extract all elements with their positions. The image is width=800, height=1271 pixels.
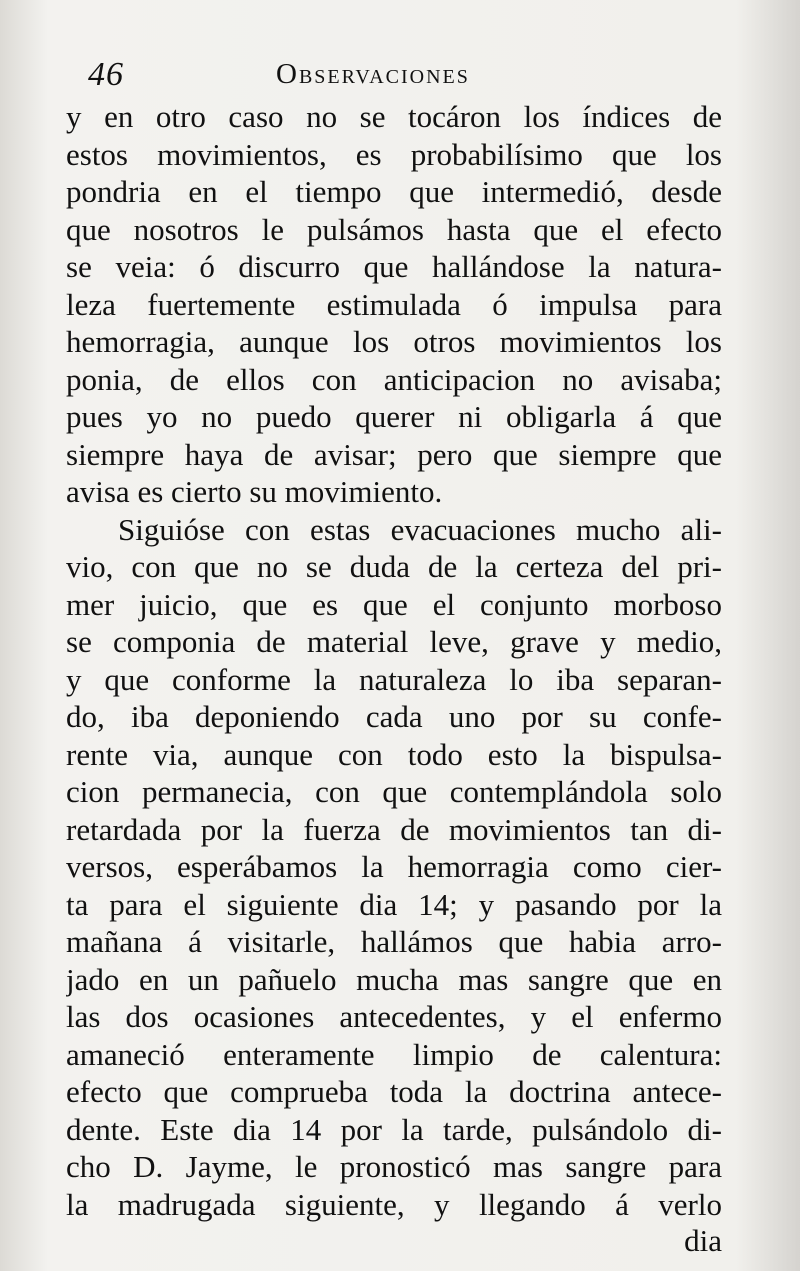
text-line: leza fuertemente estimulada ó impulsa para xyxy=(66,286,722,322)
text-line: hemorragia, aunque los otros movimientos los xyxy=(66,324,722,359)
text-line: ta para el siguiente dia 14; y pasando por la xyxy=(66,886,722,922)
text-line: mañana á visitarle, hallámos que habia arro- xyxy=(66,924,722,959)
text-line: efecto que comprueba toda la doctrina antece- xyxy=(66,1074,722,1109)
text-line: pondria en el tiempo que intermedió, desde xyxy=(66,174,722,209)
catchword: dia xyxy=(684,1223,722,1258)
text-line: se veia: ó discurro que hallándose la natura- xyxy=(66,249,722,284)
text-line: avisa es cierto su movimiento. xyxy=(66,474,443,509)
text-line: versos, esperábamos la hemorragia como cier- xyxy=(66,849,722,884)
text-line: se componia de material leve, grave y medio, xyxy=(66,624,722,659)
page-number: 46 xyxy=(88,56,124,93)
text-line: jado en un pañuelo mucha mas sangre que en xyxy=(66,961,722,997)
text-line: que nosotros le pulsámos hasta que el efecto xyxy=(66,211,722,247)
text-line: amaneció enteramente limpio de calentura: xyxy=(66,1036,722,1072)
text-line: rente via, aunque con todo esto la bispulsa- xyxy=(66,736,722,772)
text-line: las dos ocasiones antecedentes, y el enfermo xyxy=(66,999,722,1034)
text-line: siempre haya de avisar; pero que siempre que xyxy=(66,436,722,472)
text-line: ponia, de ellos con anticipacion no avisaba; xyxy=(66,361,722,397)
text-line: cion permanecia, con que contemplándola solo xyxy=(66,774,722,809)
text-line: vio, con que no se duda de la certeza del pri- xyxy=(66,549,722,584)
text-line: y que conforme la naturaleza lo iba separan- xyxy=(66,661,722,697)
text-line: cho D. Jayme, le pronosticó mas sangre para xyxy=(66,1149,722,1184)
text-line: mer juicio, que es que el conjunto morboso xyxy=(66,586,722,622)
page-header xyxy=(88,56,710,96)
body-text xyxy=(66,98,722,1223)
text-line: pues yo no puedo querer ni obligarla á que xyxy=(66,399,722,434)
text-line: la madrugada siguiente, y llegando á verlo xyxy=(66,1186,722,1222)
running-head: Observaciones xyxy=(276,58,470,90)
text-line: do, iba deponiendo cada uno por su confe- xyxy=(66,699,722,734)
text-line: retardada por la fuerza de movimientos tan di- xyxy=(66,811,722,847)
text-line: y en otro caso no se tocáron los índices de xyxy=(66,99,722,134)
text-line: estos movimientos, es probabilísimo que los xyxy=(66,136,722,172)
text-line: dente. Este dia 14 por la tarde, pulsándolo di- xyxy=(66,1111,722,1147)
text-line: Siguióse con estas evacuaciones mucho ali- xyxy=(118,511,722,547)
